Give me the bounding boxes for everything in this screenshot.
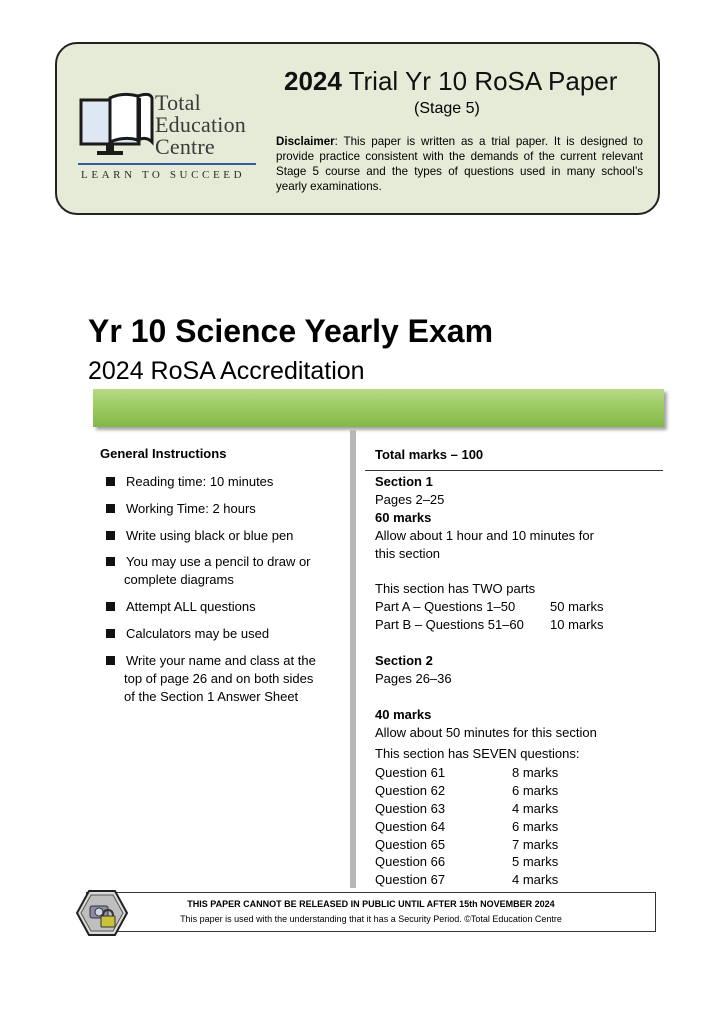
bullet-icon: [106, 504, 115, 513]
instruction-text: Write your name and class at the: [126, 653, 316, 668]
disclaimer-label: Disclaimer: [276, 135, 335, 148]
instruction-text: Working Time: 2 hours: [126, 501, 256, 516]
instruction-text-continued: top of page 26 and on both sides: [124, 671, 314, 686]
part-row-marks: 50 marks: [550, 599, 604, 614]
question-row-label: Question 64: [375, 819, 446, 834]
logo-tagline: LEARN TO SUCCEED: [81, 169, 246, 181]
bullet-icon: [106, 477, 115, 486]
exam-title: Yr 10 Science Yearly Exam: [88, 313, 494, 349]
logo-underline: [78, 163, 256, 165]
question-row-marks: 5 marks: [512, 854, 559, 869]
part-row-marks: 10 marks: [550, 617, 604, 632]
section1-pages: Pages 2–25: [375, 492, 445, 507]
question-row-marks: 7 marks: [512, 837, 559, 852]
question-row-label: Question 63: [375, 801, 446, 816]
instruction-text: Write using black or blue pen: [126, 528, 294, 543]
question-row-marks: 8 marks: [512, 765, 559, 780]
logo-line-3: Centre: [155, 134, 215, 159]
paper-title-rest: Trial Yr 10 RoSA Paper: [348, 66, 618, 96]
paper-subtitle: (Stage 5): [414, 100, 480, 117]
section1-parts-intro: This section has TWO parts: [375, 581, 536, 596]
logo-line-1: Total: [155, 90, 201, 115]
total-marks-rule: [365, 470, 663, 471]
bullet-icon: [106, 531, 115, 540]
bullet-icon: [106, 602, 115, 611]
question-row-label: Question 61: [375, 765, 446, 780]
section1-time: Allow about 1 hour and 10 minutes for: [375, 528, 594, 543]
instruction-text-continued: of the Section 1 Answer Sheet: [124, 689, 299, 704]
disclaimer-text: : This paper is written as a trial paper. It is designed to provide practice consistent with the demands of the current relevant Stage 5 course and the types of questions used in many school’s yearly examinations.: [276, 135, 643, 193]
logo-line-2: Education: [155, 112, 246, 137]
instructions-heading: General Instructions: [100, 446, 227, 461]
instruction-text: Reading time: 10 minutes: [126, 474, 274, 489]
section1-heading: Section 1: [375, 474, 433, 489]
section2-time: Allow about 50 minutes for this section: [375, 725, 597, 740]
question-row-label: Question 66: [375, 854, 446, 869]
section2-heading: Section 2: [375, 653, 433, 668]
bullet-icon: [106, 656, 115, 665]
paper-title-year: 2024: [284, 66, 342, 96]
disclaimer: [276, 134, 643, 194]
question-row-marks: 6 marks: [512, 783, 559, 798]
green-banner: [93, 389, 664, 427]
question-row-label: Question 62: [375, 783, 446, 798]
question-row-marks: 6 marks: [512, 819, 559, 834]
section2-questions-intro: This section has SEVEN questions:: [375, 746, 580, 761]
question-row-label: Question 65: [375, 837, 446, 852]
logo-wordmark: [155, 92, 246, 158]
question-row-marks: 4 marks: [512, 801, 559, 816]
section2-pages: Pages 26–36: [375, 671, 452, 686]
instruction-text-continued: complete diagrams: [124, 572, 234, 587]
footer-release-notice: THIS PAPER CANNOT BE RELEASED IN PUBLIC UNTIL AFTER 15th NOVEMBER 2024: [187, 899, 555, 909]
bullet-icon: [106, 629, 115, 638]
section1-marks: 60 marks: [375, 510, 432, 525]
part-row-label: Part B – Questions 51–60: [375, 617, 524, 632]
padlock-camera-icon: [76, 890, 128, 936]
instruction-text: You may use a pencil to draw or: [126, 554, 311, 569]
section2-marks: 40 marks: [375, 707, 432, 722]
question-row-label: Question 67: [375, 872, 446, 887]
instruction-text: Calculators may be used: [126, 626, 270, 641]
instruction-text: Attempt ALL questions: [126, 599, 256, 614]
column-divider: [350, 430, 356, 888]
exam-subtitle: 2024 RoSA Accreditation: [88, 357, 365, 385]
section1-time-cont: this section: [375, 546, 441, 561]
part-row-label: Part A – Questions 1–50: [375, 599, 516, 614]
footer-security-note: This paper is used with the understanding that it has a Security Period. ©Total Education Centre: [180, 914, 562, 924]
question-row-marks: 4 marks: [512, 872, 559, 887]
total-marks: Total marks – 100: [375, 447, 484, 462]
footer-box: [86, 892, 656, 932]
bullet-icon: [106, 557, 115, 566]
paper-title: [284, 66, 617, 97]
